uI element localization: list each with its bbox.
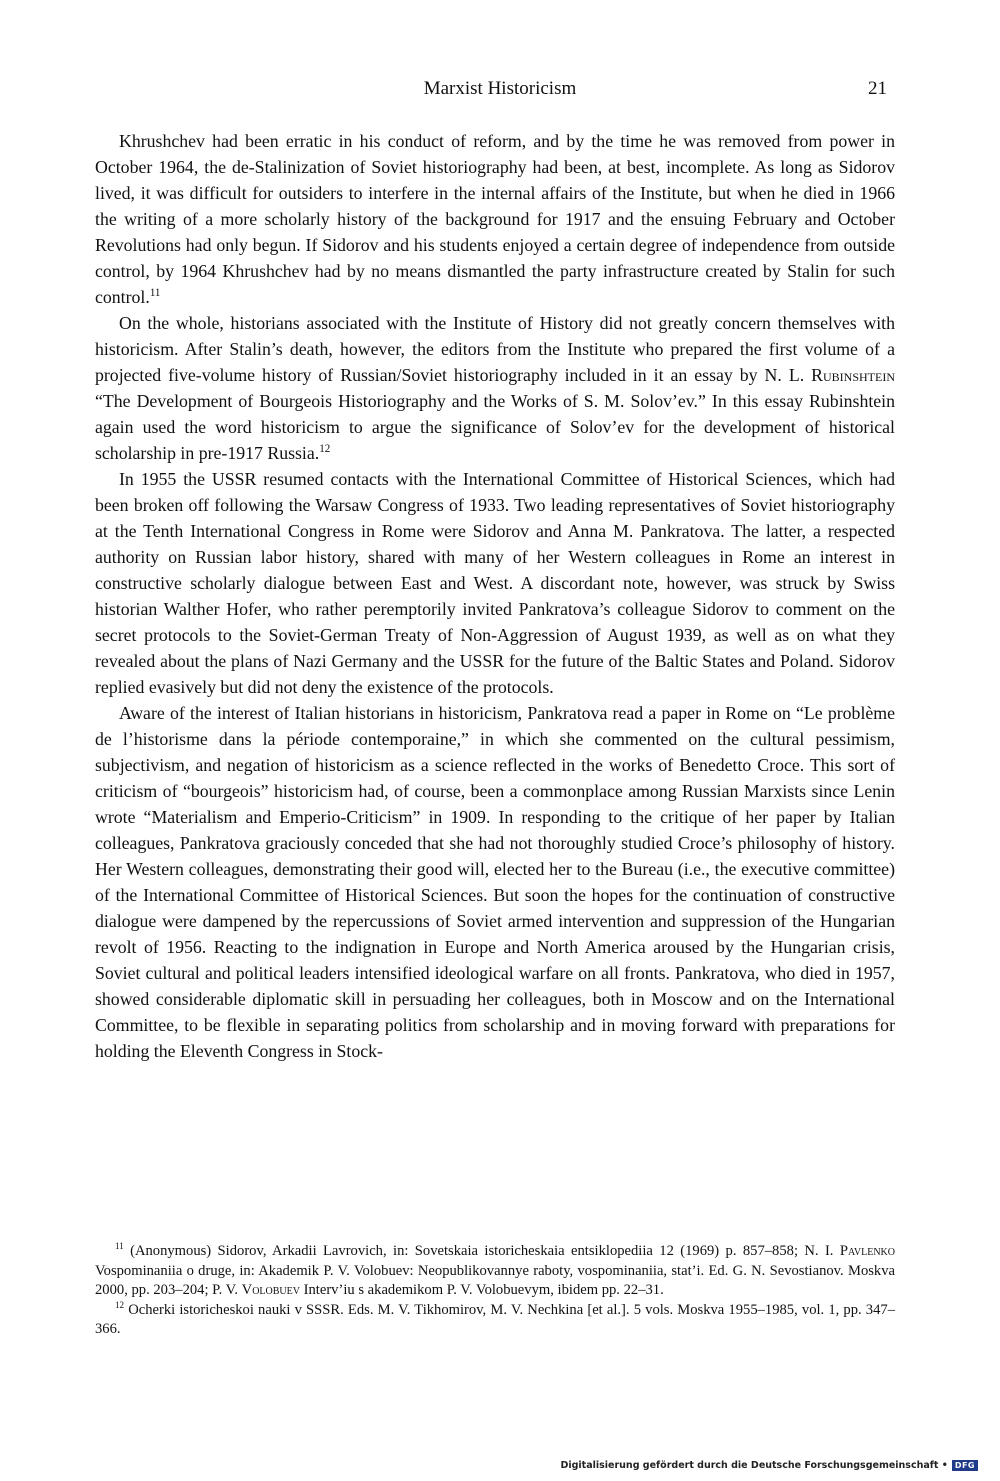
paragraph xyxy=(95,310,895,466)
funding-note xyxy=(560,1460,978,1471)
body-text xyxy=(95,128,895,1064)
footnote-marker: 11 xyxy=(115,1241,124,1252)
text-run: Aware of the interest of Italian historians in historicism, Pankratova read a paper in Rome on “Le problème de l’historisme dans la période contemporaine,” in which she commented on the cultural pessimism, subjectivism, and negation of historicism as a science reflected in the works of Benedetto Croce. This sort of criticism of “bourgeois” historicism had, of course, been a commonplace among Russian Marxists since Lenin wrote “Materialism and Emperio-Criticism” in 1909. In responding to the critique of her paper by Italian colleagues, Pankratova graciously conceded that she had not thoroughly studied Croce’s philosophy of history. Her Western colleagues, demonstrating their good will, elected her to the Bureau (i.e., the executive committee) of the International Committee of Historical Sciences. But soon the hopes for the continuation of constructive dialogue were dampened by the repercussions of Soviet armed intervention and suppression of the Hungarian revolt of 1956. Reacting to the indignation in Europe and North America aroused by the Hungarian crisis, Soviet cultural and political leaders intensified ideological warfare on all fronts. Pankratova, who died in 1957, showed considerable diplomatic skill in persuading her colleagues, both in Moscow and on the International Committee, to be flexible in separating politics from scholarship and in moving forward with preparations for holding the Eleventh Congress in Stock- xyxy=(95,703,895,1061)
text-run: “The Development of Bourgeois Historiography and the Works of S. M. Solov’ev.” In this essay Rubinshtein again used the word historicism to argue the significance of Solov’ev for the development of historical scholarship in pre-1917 Russia. xyxy=(95,391,895,463)
text-run: On the whole, historians associated with the Institute of History did not greatly concern themselves with historicism. After Stalin’s death, however, the editors from the Institute who prepared the first volume of a projected five-volume history of Russian/Soviet historiography included in it an essay by N. L. xyxy=(95,313,895,385)
paragraph xyxy=(95,128,895,310)
text-run: Vospominaniia o druge, in: Akademik P. V. Volobuev: Neopublikovannye raboty, vospominaniia, stat’i. Ed. G. N. Sevostianov. Moskva 2000, pp. 203–204; P. V. xyxy=(95,1262,895,1298)
author-name: Pavlenko xyxy=(839,1243,895,1259)
footnote-marker: 12 xyxy=(115,1299,125,1310)
text-run: Interv’iu s akademikom P. V. Volobuevym, ibidem pp. 22–31. xyxy=(299,1282,664,1298)
footnote xyxy=(95,1301,895,1340)
running-title: Marxist Historicism xyxy=(423,78,577,99)
author-name: Rubinshtein xyxy=(811,365,895,385)
footnote xyxy=(95,1242,895,1301)
funding-text: Digitalisierung gefördert durch die Deutsche Forschungsgemeinschaft • xyxy=(560,1460,948,1471)
paragraph xyxy=(95,700,895,1064)
paragraph xyxy=(95,466,895,700)
dfg-logo-icon: DFG xyxy=(952,1460,978,1471)
footnote-marker: 11 xyxy=(149,287,161,300)
text-run: (Anonymous) Sidorov, Arkadii Lavrovich, in: Sovetskaia istoricheskaia entsiklopediia 12 (1969) p. 857–858; N. I. xyxy=(123,1243,840,1259)
page-number: 21 xyxy=(868,78,887,99)
text-run: Khrushchev had been erratic in his conduct of reform, and by the time he was removed from power in October 1964, the de-Stalinization of Soviet historiography had been, at best, incomplete. As long as Sidorov lived, it was difficult for outsiders to interfere in the internal affairs of the Institute, but when he died in 1966 the writing of a more scholarly history of the background for 1917 and the ensuing February and October Revolutions had only begun. If Sidorov and his students enjoyed a certain degree of independence from outside control, by 1964 Khrushchev had by no means dismantled the party infrastructure created by Stalin for such control. xyxy=(95,131,895,307)
author-name: Volobuev xyxy=(241,1282,300,1298)
text-run: Ocherki istoricheskoi nauki v SSSR. Eds. M. V. Tikhomirov, M. V. Nechkina [et al.]. 5 vols. Moskva 1955–1985, vol. 1, pp. 347–366. xyxy=(95,1301,895,1337)
footnote-marker: 12 xyxy=(319,443,331,456)
running-header xyxy=(0,76,1000,102)
text-run: In 1955 the USSR resumed contacts with the International Committee of Historical Sciences, which had been broken off following the Warsaw Congress of 1933. Two leading representatives of Soviet historiography at the Tenth International Congress in Rome were Sidorov and Anna M. Pankratova. The latter, a respected authority on Russian labor history, shared with many of her Western colleagues in Rome an interest in constructive scholarly dialogue between East and West. A discordant note, however, was struck by Swiss historian Walther Hofer, who rather peremptorily invited Pankratova’s colleague Sidorov to comment on the secret protocols to the Soviet-German Treaty of Non-Aggression of August 1939, as well as on what they revealed about the plans of Nazi Germany and the USSR for the future of the Baltic States and Poland. Sidorov replied evasively but did not deny the existence of the protocols. xyxy=(95,469,895,697)
footnotes xyxy=(95,1242,895,1340)
